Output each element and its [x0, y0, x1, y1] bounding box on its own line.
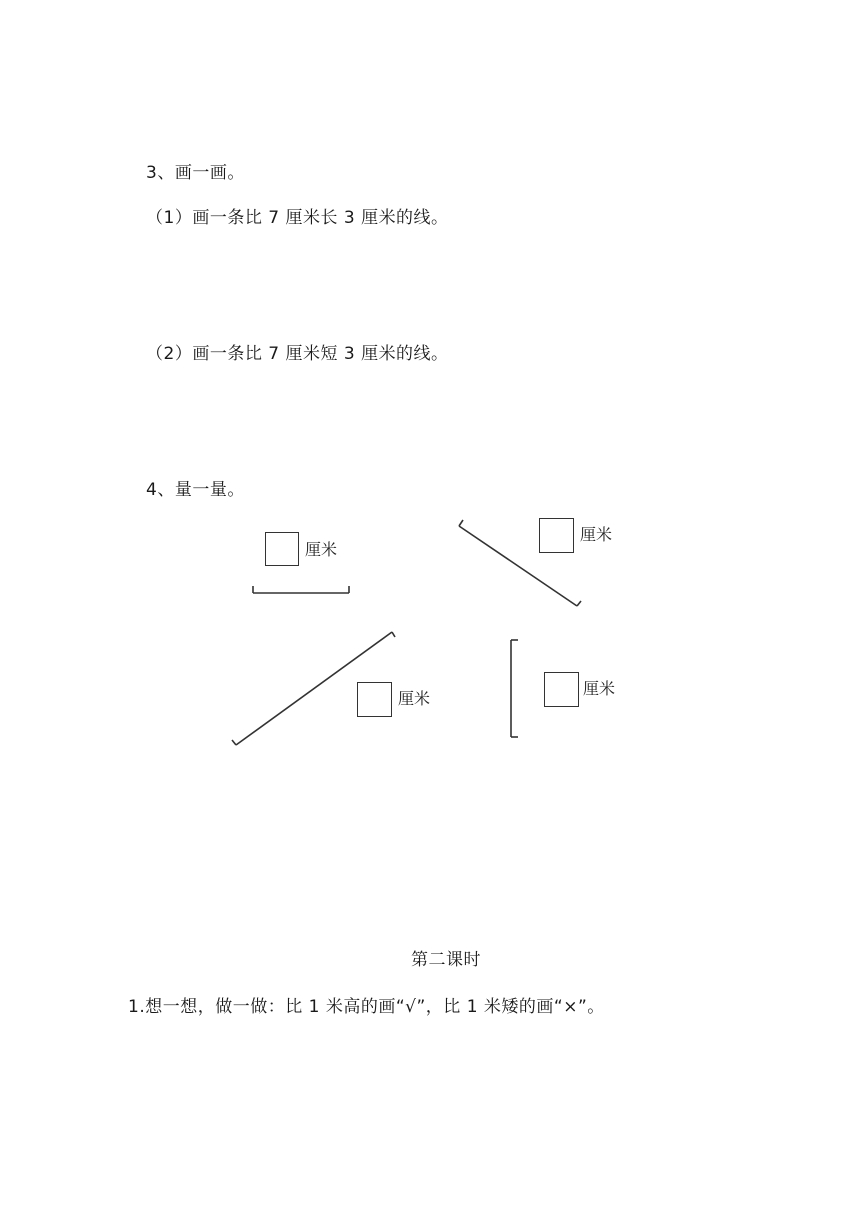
answer-box-4[interactable] [544, 672, 579, 707]
section-3-item-1: （1）画一条比 7 厘米长 3 厘米的线。 [146, 208, 449, 228]
unit-label-4: 厘米 [583, 679, 616, 698]
lesson-2-question-1: 1.想一想，做一做：比 1 米高的画“√”，比 1 米矮的画“×”。 [128, 997, 605, 1017]
answer-box-3[interactable] [357, 682, 392, 717]
unit-label-3: 厘米 [398, 689, 431, 708]
segment-horizontal [253, 586, 349, 593]
unit-label-2: 厘米 [580, 525, 613, 544]
segment-vertical [511, 640, 518, 737]
section-4-heading: 4、量一量。 [146, 480, 245, 500]
lesson-2-title: 第二课时 [411, 950, 481, 970]
section-3-heading: 3、画一画。 [146, 163, 245, 183]
unit-label-1: 厘米 [305, 540, 338, 559]
answer-box-1[interactable] [265, 532, 299, 566]
section-3-item-2: （2）画一条比 7 厘米短 3 厘米的线。 [146, 344, 449, 364]
answer-box-2[interactable] [539, 518, 574, 553]
